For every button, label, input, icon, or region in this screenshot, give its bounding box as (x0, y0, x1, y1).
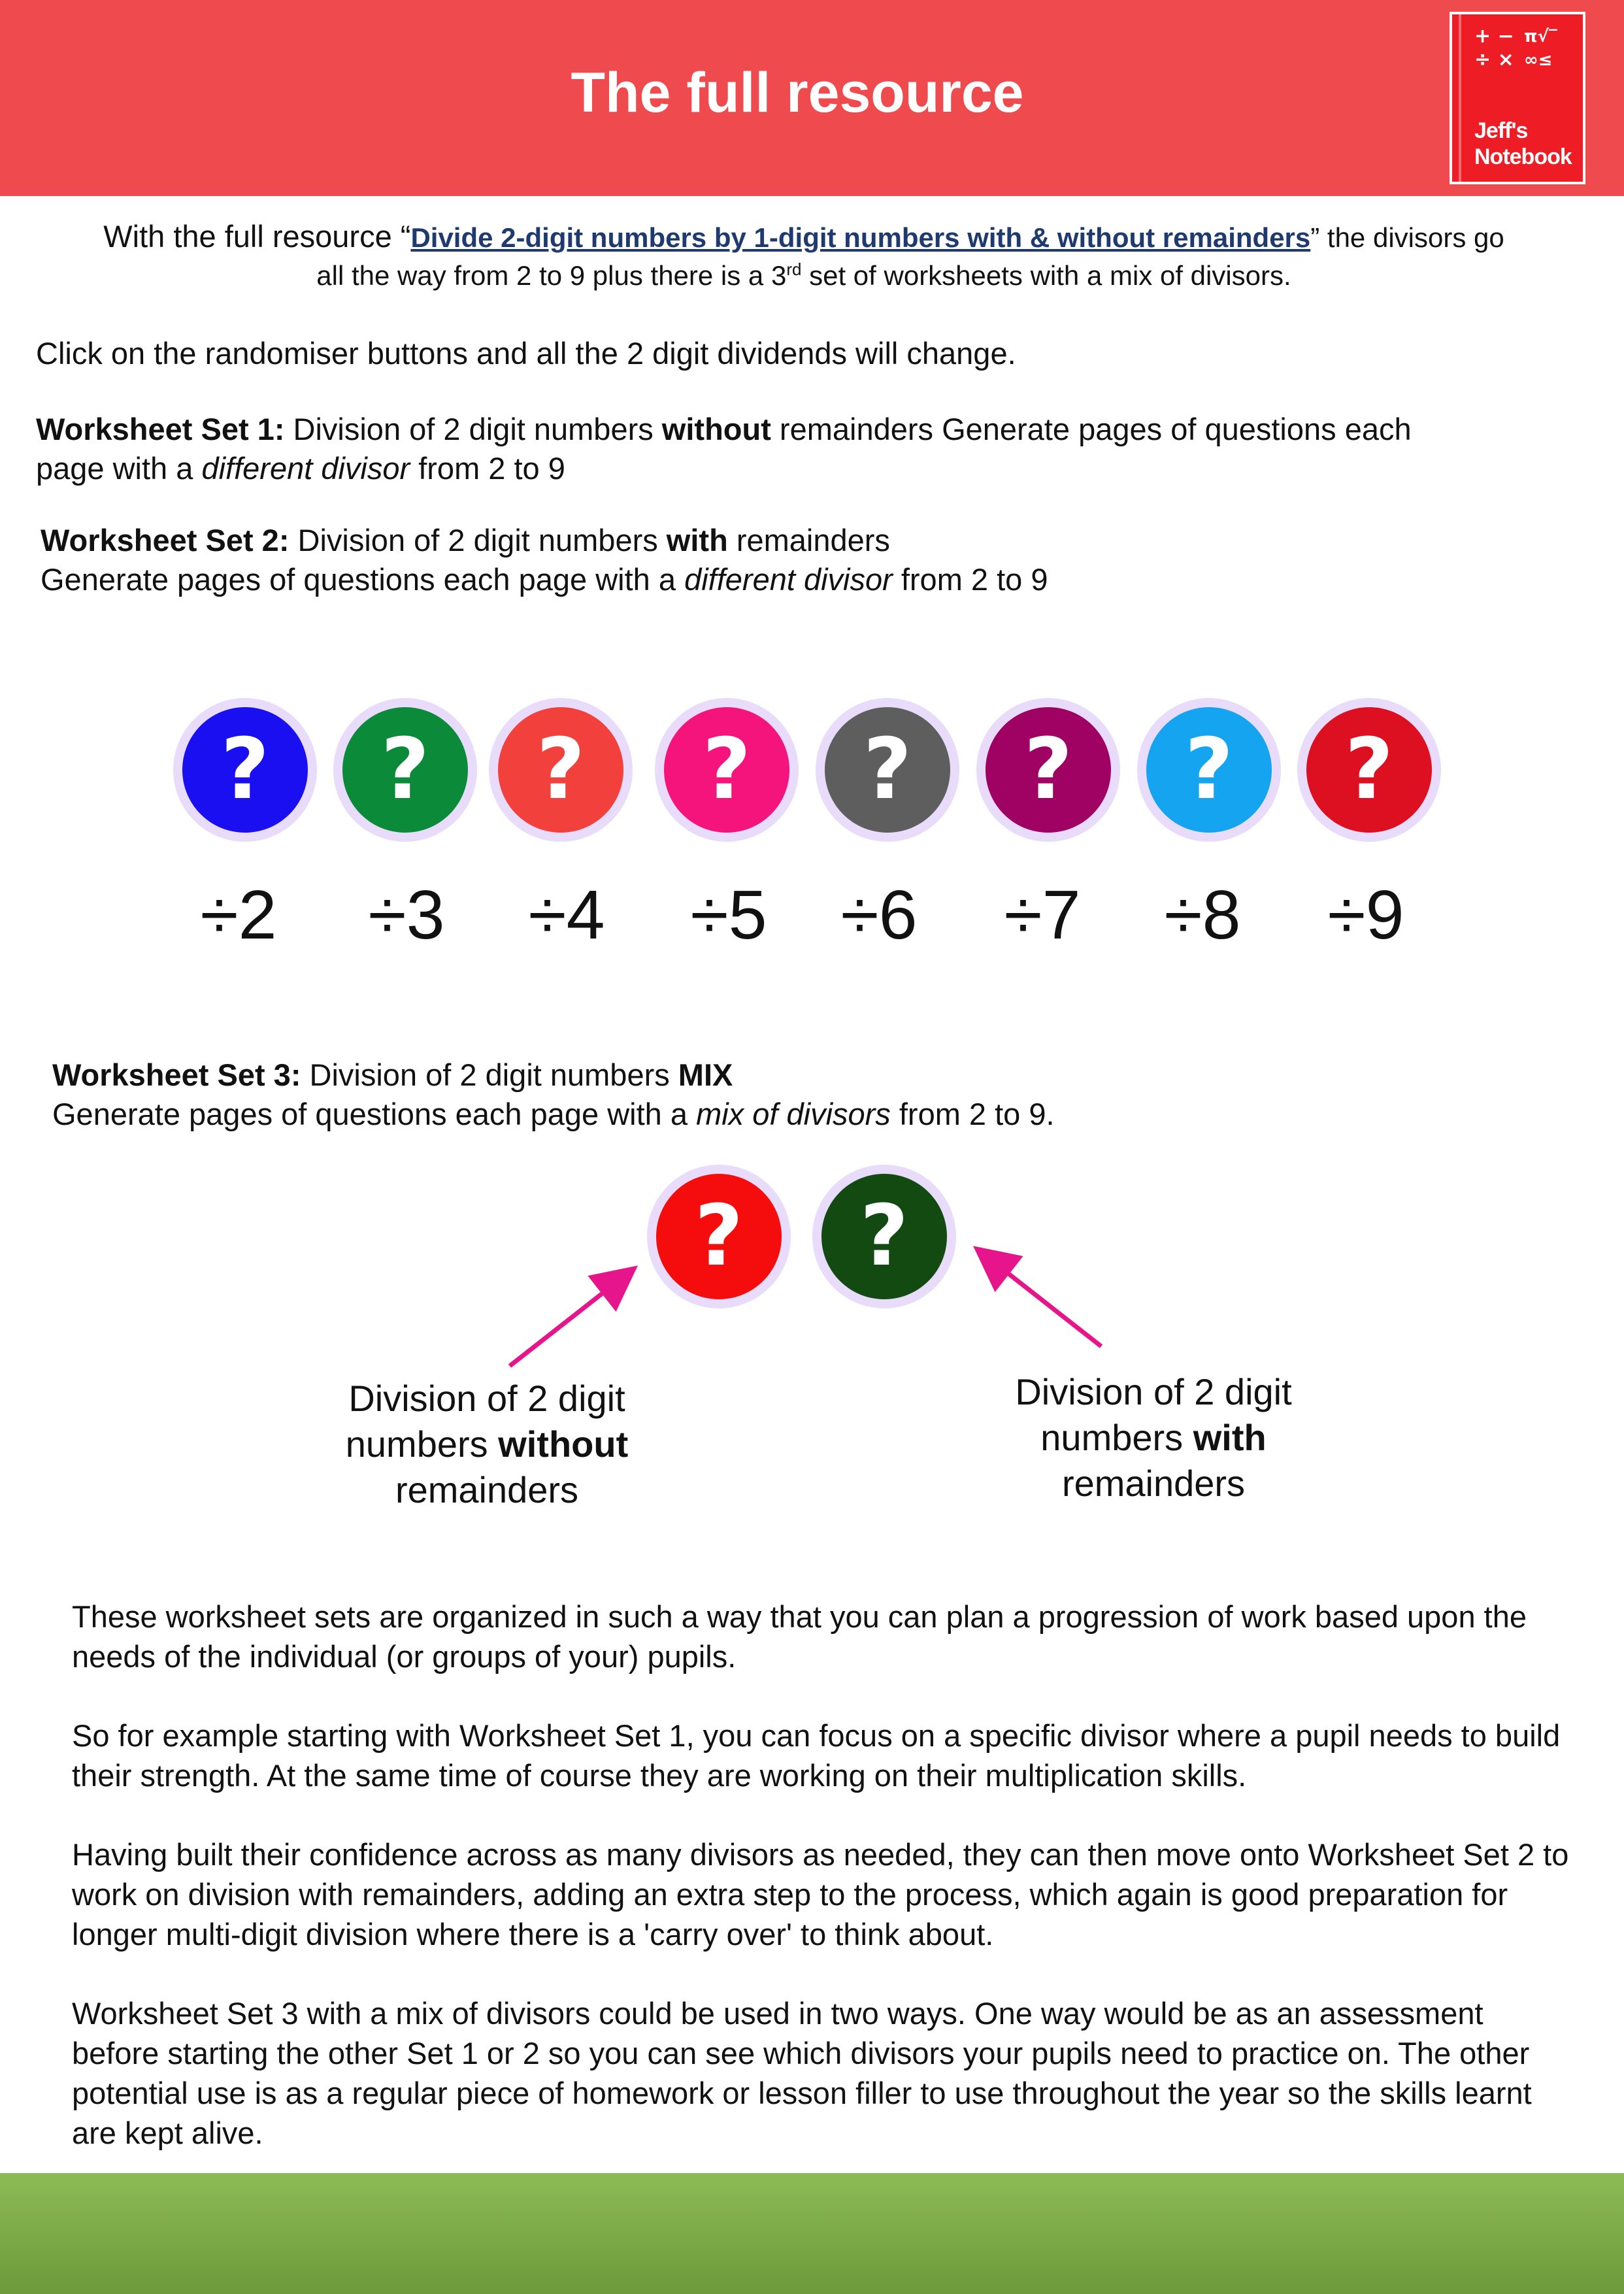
set1-bold: without (661, 412, 771, 446)
caption-with-remainders (941, 1369, 1366, 1506)
logo-math-symbols-left: + − ÷ × (1474, 25, 1514, 71)
body-paragraph-2: So for example starting with Worksheet Set 1, you can focus on a specific divisor where a pupil needs to build their strength. At the same time of course they are working on their multiplication skills. (72, 1718, 1561, 1793)
set1-line2-b: from 2 to 9 (410, 451, 565, 486)
logo-brand-name: Jeff's Notebook (1474, 118, 1572, 169)
set2-line2-b: from 2 to 9 (892, 562, 1048, 597)
body-paragraph-1: These worksheet sets are organized in such a way that you can plan a progression of work based upon the needs of the individual (or groups of your) pupils. (72, 1599, 1527, 1674)
randomiser-button-div7[interactable] (976, 698, 1120, 842)
caption-without-line-3: remainders (395, 1469, 579, 1510)
divisor-label-9: ÷9 (1327, 876, 1404, 954)
set1-text-b: remainders Generate pages of questions each (771, 412, 1412, 446)
set2-label: Worksheet Set 2: (41, 523, 290, 557)
intro-line-1 (26, 217, 1582, 258)
set1-label: Worksheet Set 1: (36, 412, 285, 446)
divisor-label-5: ÷5 (690, 876, 767, 954)
caption-with-line-2b: with (1193, 1417, 1267, 1458)
intro-line2-b: set of worksheets with a mix of divisors. (801, 260, 1291, 291)
question-icon: ? (182, 707, 308, 833)
set3-line2-italic: mix of divisors (696, 1097, 891, 1131)
set3-label: Worksheet Set 3: (52, 1057, 301, 1092)
set3-line2-a: Generate pages of questions each page with a (52, 1097, 697, 1131)
randomiser-button-div3[interactable] (333, 698, 477, 842)
set1-line2-a: page with a (36, 451, 202, 486)
worksheet-set-2-line-1 (41, 520, 1609, 560)
randomiser-button-div5[interactable] (655, 698, 799, 842)
page-title: The full resource (571, 61, 1024, 124)
set2-bold: with (666, 523, 728, 557)
question-icon: ? (821, 1174, 947, 1299)
intro-line-2 (26, 256, 1582, 295)
worksheet-set-2-line-2 (41, 559, 1609, 599)
set2-line2-italic: different divisor (684, 562, 893, 597)
caption-without-line-1: Division of 2 digit (348, 1378, 625, 1419)
set3-bold: MIX (678, 1057, 733, 1092)
divisor-label-3: ÷3 (368, 876, 445, 954)
header-banner (0, 0, 1624, 196)
question-icon: ? (498, 707, 623, 833)
caption-without-line-2b: without (498, 1423, 629, 1465)
randomiser-button-div4[interactable] (489, 698, 633, 842)
divisor-label-4: ÷4 (528, 876, 605, 954)
arrow-to-without-button (510, 1271, 631, 1366)
worksheet-set-3-line-1 (52, 1055, 1608, 1095)
jeffs-notebook-logo (1450, 12, 1585, 184)
worksheet-set-1-line-1 (36, 409, 1604, 449)
mix-button-without-remainders[interactable] (647, 1165, 791, 1308)
intro-line2-sup: rd (786, 259, 802, 279)
question-icon: ? (1306, 707, 1432, 833)
notebook-spine (1459, 14, 1461, 182)
body-paragraph-4: Worksheet Set 3 with a mix of divisors could be used in two ways. One way would be as an assessment before starting the other Set 1 or 2 so you can see which divisors your pupils need to practice on. The other potential use is as a regular piece of homework or lesson filler to use throughout the year so the skills learnt are kept alive. (72, 1996, 1532, 2150)
caption-with-line-1: Division of 2 digit (1015, 1371, 1292, 1412)
mix-button-with-remainders[interactable] (812, 1165, 956, 1308)
question-icon: ? (664, 707, 789, 833)
divisor-label-8: ÷8 (1164, 876, 1241, 954)
intro-line2-a: all the way from 2 to 9 plus there is a 3 (316, 260, 787, 291)
divisor-label-7: ÷7 (1004, 876, 1081, 954)
worksheet-set-3-line-2 (52, 1094, 1608, 1134)
set1-line2-italic: different divisor (201, 451, 410, 486)
full-resource-link[interactable]: Divide 2-digit numbers by 1-digit numbers with & without remainders (410, 222, 1311, 253)
worksheet-set-1-line-2 (36, 448, 1604, 488)
body-paragraph-3: Having built their confidence across as many divisors as needed, they can then move onto Worksheet Set 2 to work on division with remainders, adding an extra step to the process, which again is good preparation for longer multi-digit division where there is a 'carry over' to think about. (72, 1837, 1569, 1952)
set3-text-a: Division of 2 digit numbers (301, 1057, 678, 1092)
randomiser-button-div9[interactable] (1297, 698, 1441, 842)
intro-suffix: ” the divisors go (1310, 222, 1504, 253)
randomiser-note: Click on the randomiser buttons and all the 2 digit dividends will change. (36, 336, 1016, 371)
caption-with-line-2a: numbers (1040, 1417, 1193, 1458)
caption-without-remainders (274, 1376, 699, 1513)
randomiser-button-div8[interactable] (1137, 698, 1281, 842)
randomiser-button-div2[interactable] (173, 698, 317, 842)
arrow-to-with-button (980, 1252, 1101, 1346)
divisor-label-6: ÷6 (840, 876, 918, 954)
set1-text-a: Division of 2 digit numbers (284, 412, 662, 446)
divisor-randomiser-row (0, 686, 1624, 954)
caption-with-line-2 (941, 1415, 1366, 1461)
logo-math-symbols-right: π√‾ ∞≤ (1524, 27, 1557, 70)
question-icon: ? (342, 707, 468, 833)
question-icon: ? (986, 707, 1111, 833)
set2-line2-a: Generate pages of questions each page with a (41, 562, 685, 597)
footer-bar (0, 2173, 1624, 2294)
set2-text-a: Division of 2 digit numbers (289, 523, 667, 557)
randomiser-button-div6[interactable] (816, 698, 959, 842)
set2-text-b: remainders (727, 523, 890, 557)
set3-line2-b: from 2 to 9. (890, 1097, 1055, 1131)
intro-prefix: With the full resource “ (103, 219, 411, 254)
divisor-label-2: ÷2 (200, 876, 277, 954)
question-icon: ? (1146, 707, 1272, 833)
question-icon: ? (825, 707, 950, 833)
caption-without-line-2 (274, 1421, 699, 1467)
caption-without-line-2a: numbers (345, 1423, 499, 1465)
question-icon: ? (656, 1174, 782, 1299)
caption-with-line-3: remainders (1061, 1463, 1246, 1504)
